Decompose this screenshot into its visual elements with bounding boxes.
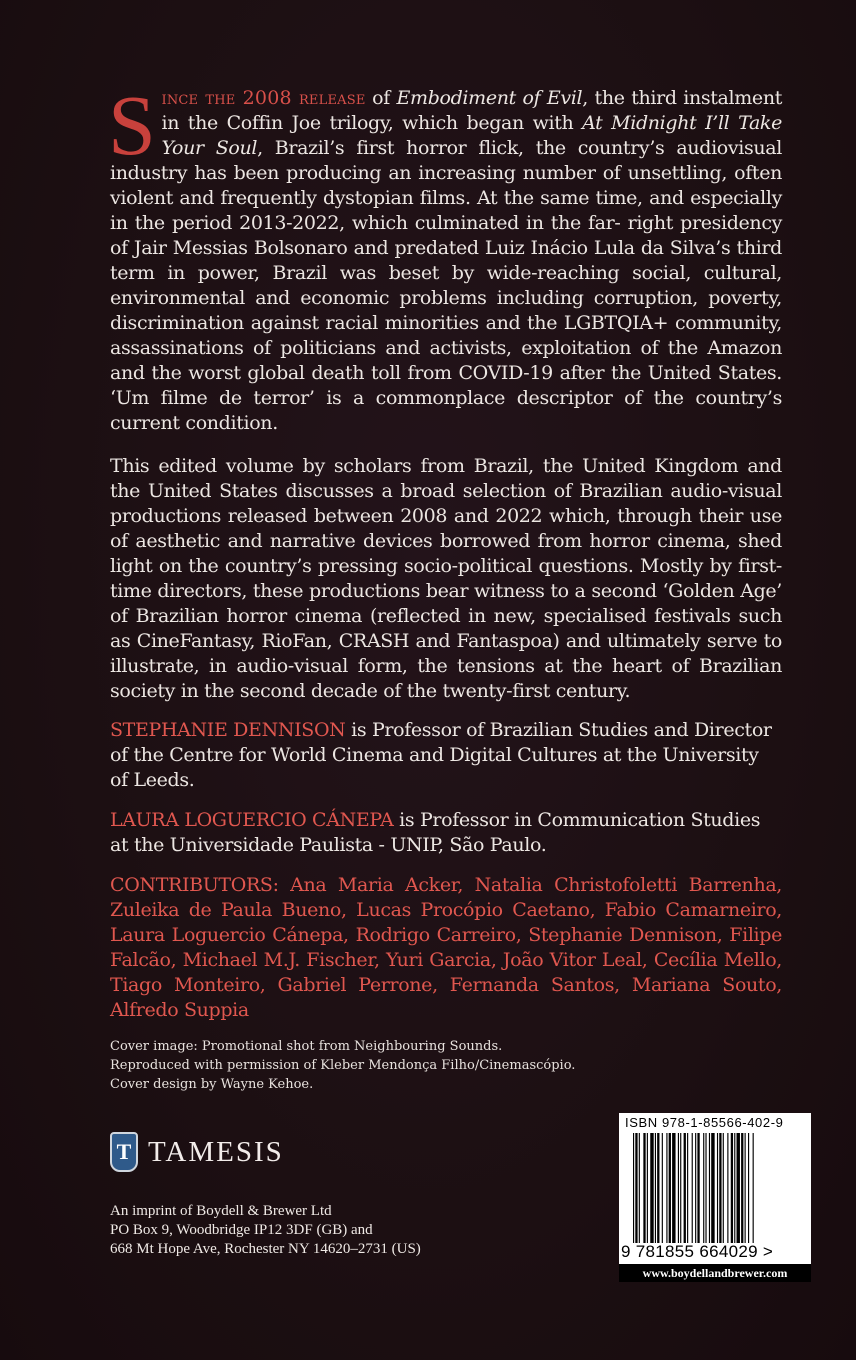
credit-line: Cover design by Wayne Kehoe. <box>110 1077 314 1092</box>
editor-bio-1 <box>110 718 782 793</box>
publisher-logo <box>110 1132 284 1172</box>
intro-text-2: , the third instalment in the Coffin Joe trilogy, which began with <box>161 87 782 134</box>
imprint-line: PO Box 9, Woodbridge IP12 3DF (GB) and <box>110 1222 373 1238</box>
credit-line: Reproduced with permission of Kleber Mendonça Filho/Cinemascópio. <box>110 1058 576 1073</box>
credit-line: Cover image: Promotional shot from Neighbouring Sounds. <box>110 1039 503 1054</box>
cover-credits <box>110 1037 782 1094</box>
editor-name-2: LAURA LOGUERCIO CÁNEPA <box>110 809 394 831</box>
barcode-digits: 9 781855 664029 > <box>621 1242 774 1261</box>
intro-text-1: of <box>365 87 397 109</box>
publisher-url: www.boydellandbrewer.com <box>619 1264 811 1282</box>
drop-cap: S <box>108 77 156 173</box>
editor-name-1: STEPHANIE DENNISON <box>110 719 346 741</box>
editor-bio-text-2: is Professor in Communication Studies at the Universidade Paulista - UNIP, São Paulo. <box>110 809 761 856</box>
isbn-barcode <box>619 1113 811 1282</box>
film-title-2: At Midnight I’ll Take Your Soul <box>161 112 782 159</box>
lead-in-caps: ince the 2008 release <box>161 87 366 109</box>
intro-text-3: , Brazil’s first horror flick, the country’s audiovisual industry has been producing an increasing number of unsettling, often violent and frequently dystopian films. At the same time, and especially in the period 2013-2022, which culminated in the far- right presidency of Jair Messias Bolsonaro and predated Luiz Inácio Lula da Silva’s third term in power, Brazil was beset by wide-reaching social, cultural, environmental and economic problems including corruption, poverty, discrimination against racial minorities and the LGBTQIA+ community, assassinations of politicians and activists, exploitation of the Amazon and the worst global death toll from COVID-19 after the United States. ‘Um filme de terror’ is a commonplace descriptor of the country’s current condition. <box>110 137 783 434</box>
barcode-bars-icon <box>633 1133 795 1243</box>
editor-bio-2 <box>110 808 782 858</box>
editor-bio-text-1: is Professor of Brazilian Studies and Director of the Centre for World Cinema and Digital Cultures at the University of Leeds. <box>110 719 772 791</box>
isbn-label: ISBN 978-1-85566-402-9 <box>625 1115 784 1130</box>
description-paragraph: This edited volume by scholars from Brazil, the United Kingdom and the United States discusses a broad selection of Brazilian audio-visual productions released between 2008 and 2022 which, through their use of aesthetic and narrative devices borrowed from horror cinema, shed light on the country’s pressing socio-political questions. Mostly by first-time directors, these productions bear witness to a second ‘Golden Age’ of Brazilian horror cinema (reflected in new, specialised festivals such as CineFantasy, RioFan, CRASH and Fantaspoa) and ultimately serve to illustrate, in audio-visual form, the tensions at the heart of Brazilian society in the second decade of the twenty-first century. <box>110 455 782 702</box>
imprint-line: An imprint of Boydell & Brewer Ltd <box>110 1203 332 1219</box>
contributors-list: CONTRIBUTORS: Ana Maria Acker, Natalia Christofoletti Barrenha, Zuleika de Paula Bueno, Lucas Procópio Caetano, Fabio Camarneiro, Laura Loguercio Cánepa, Rodrigo Carreiro, Stephanie Dennison, Filipe Falcão, Michael M.J. Fischer, Yuri Garcia, João Vitor Leal, Cecília Mello, Tiago Monteiro, Gabriel Perrone, Fernanda Santos, Mariana Souto, Alfredo Suppia <box>110 874 782 1021</box>
tamesis-shield-icon: T <box>110 1132 138 1172</box>
intro-paragraph <box>108 77 783 436</box>
blurb-text <box>108 77 783 1094</box>
imprint-address <box>110 1202 421 1259</box>
imprint-line: 668 Mt Hope Ave, Rochester NY 14620–2731 (US) <box>110 1241 421 1257</box>
publisher-name: TAMESIS <box>148 1135 284 1168</box>
film-title-1: Embodiment of Evil <box>396 87 583 109</box>
